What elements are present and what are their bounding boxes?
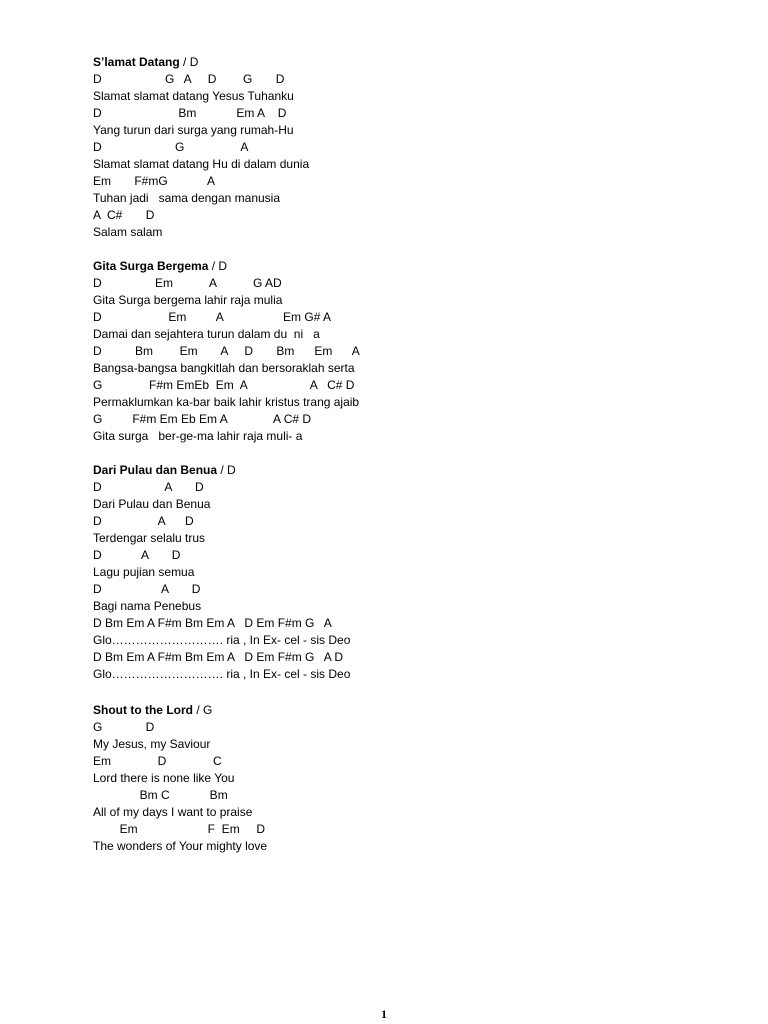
song-key: / D [217, 463, 236, 477]
lyric-line: Bangsa-bangsa bangkitlah dan bersoraklah serta [93, 361, 355, 375]
chord-line: D G A D G D [93, 72, 285, 86]
lyric-line: Gita Surga bergema lahir raja mulia [93, 293, 283, 307]
lyric-line: Slamat slamat datang Yesus Tuhanku [93, 89, 294, 103]
chord-line: D Bm Em A F#m Bm Em A D Em F#m G A [93, 616, 332, 630]
lyric-line: Glo………………………. ria , In Ex- cel - sis Deo [93, 633, 351, 647]
song-title: Gita Surga Bergema [93, 259, 209, 273]
chord-line: A C# D [93, 208, 155, 222]
lyric-line: Salam salam [93, 225, 163, 239]
page-number: 1 [381, 1007, 387, 1021]
chord-line: D Bm Em A D [93, 106, 287, 120]
chord-line: D Em A G AD [93, 276, 282, 290]
lyric-line: The wonders of Your mighty love [93, 839, 268, 853]
chord-line: D Bm Em A F#m Bm Em A D Em F#m G A D [93, 650, 344, 664]
lyric-line: Yang turun dari surga yang rumah-Hu [93, 123, 294, 137]
song-title: Shout to the Lord [93, 703, 193, 717]
song-title-line [93, 55, 198, 69]
chord-line: Bm C Bm [93, 788, 228, 802]
chord-line: G D [93, 720, 155, 734]
song-key: / D [208, 259, 228, 273]
lyric-line: Dari Pulau dan Benua [93, 497, 211, 511]
song-title: Dari Pulau dan Benua [93, 463, 218, 477]
chord-line: D Em A Em G# A [93, 310, 332, 324]
chord-line: G F#m Em Eb Em A A C# D [93, 412, 312, 426]
lyric-line: My Jesus, my Saviour [93, 737, 211, 751]
song-title: S’lamat Datang [93, 55, 180, 69]
lyric-line: Gita surga ber-ge-ma lahir raja muli- a [93, 429, 303, 443]
song-key: / D [179, 55, 199, 69]
lyric-line: Damai dan sejahtera turun dalam du ni a [93, 327, 320, 341]
song-title-line [93, 703, 212, 717]
lyric-line: Slamat slamat datang Hu di dalam dunia [93, 157, 310, 171]
lyric-line: Bagi nama Penebus [93, 599, 202, 613]
lyric-line: Glo………………………. ria , In Ex- cel - sis Deo [93, 667, 351, 681]
chord-line: Em D C [93, 754, 222, 768]
lyric-line: Lagu pujian semua [93, 565, 195, 579]
song-key: / G [192, 703, 213, 717]
song-title-line [93, 463, 236, 477]
song-title-line [93, 259, 227, 273]
chord-line: Em F#mG A [93, 174, 216, 188]
lyric-line: Lord there is none like You [93, 771, 235, 785]
lyric-line: Permaklumkan ka-bar baik lahir kristus trang ajaib [93, 395, 360, 409]
chord-line: D A D [93, 514, 194, 528]
lyric-line: All of my days I want to praise [93, 805, 253, 819]
chord-line: G F#m EmEb Em A A C# D [93, 378, 355, 392]
lyric-line: Terdengar selalu trus [93, 531, 206, 545]
chord-line: D A D [93, 582, 201, 596]
chord-line: D A D [93, 480, 204, 494]
chord-line: D A D [93, 548, 181, 562]
chord-line: D Bm Em A D Bm Em A [93, 344, 360, 358]
chord-line: D G A [93, 140, 249, 154]
chord-line: Em F Em D [93, 822, 266, 836]
lyric-line: Tuhan jadi sama dengan manusia [93, 191, 281, 205]
